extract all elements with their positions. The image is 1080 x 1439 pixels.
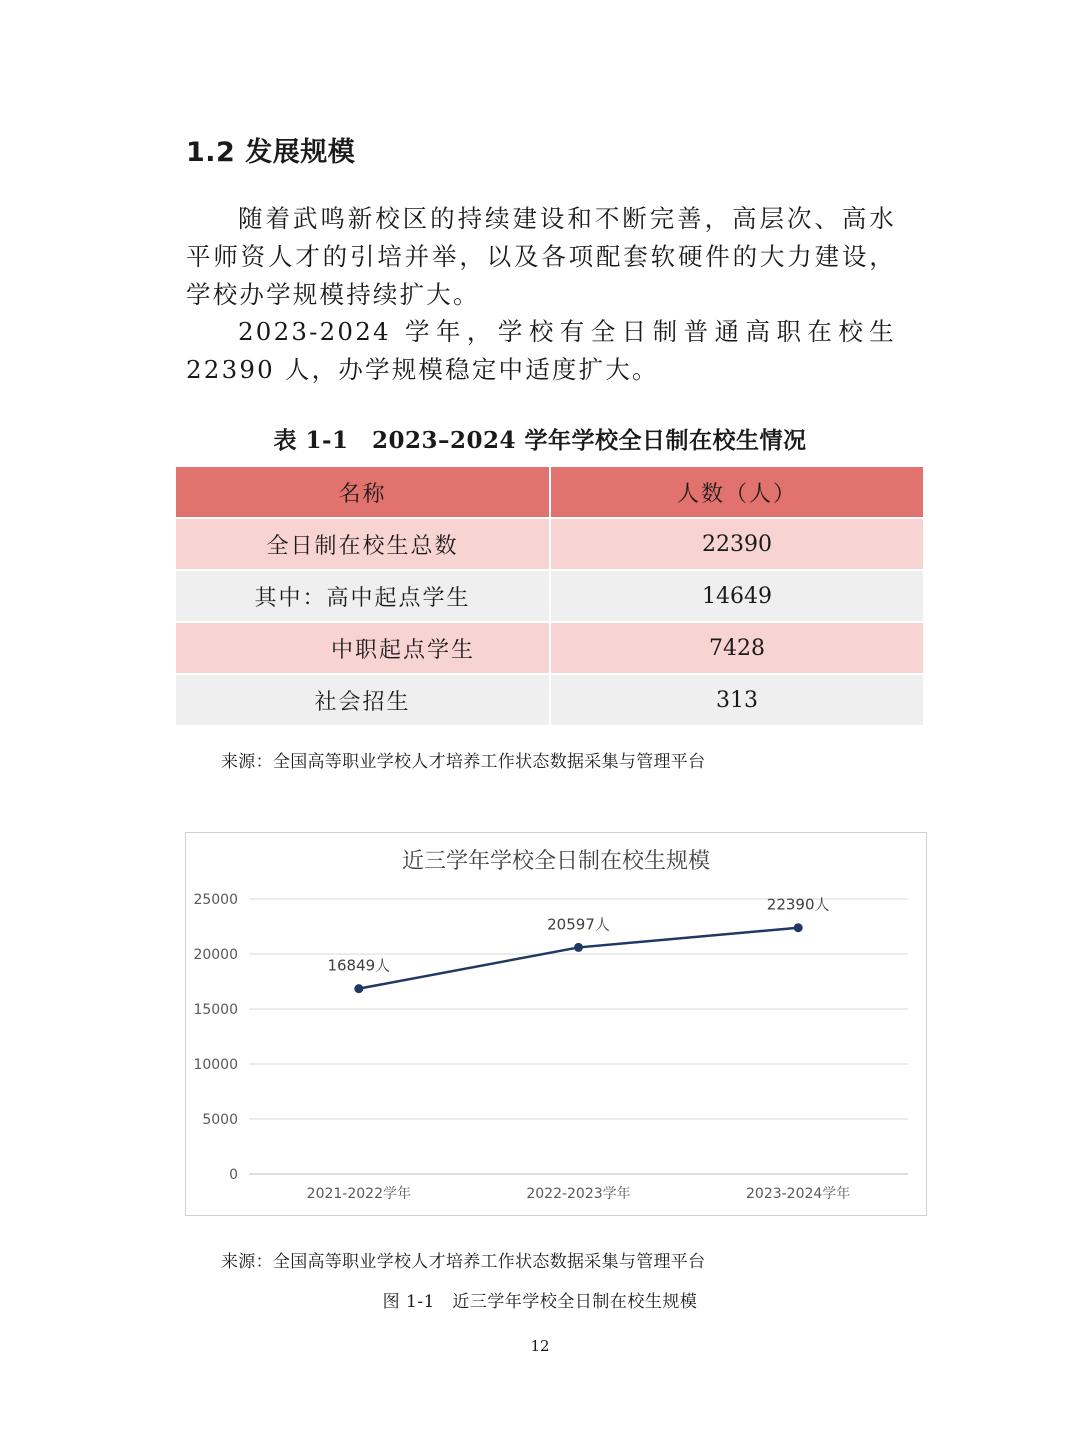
chart-container xyxy=(185,832,927,1216)
x-tick-label: 2021-2022学年 xyxy=(306,1186,411,1202)
enrollment-table xyxy=(176,467,925,727)
paragraph-2: 2023-2024 学年，学校有全日制普通高职在校生 22390 人，办学规模稳定中适度扩大。 xyxy=(186,317,896,384)
figure-caption: 图 1-1 近三学年学校全日制在校生规模 xyxy=(382,1292,698,1312)
header-count: 人数（人） xyxy=(550,467,924,518)
header-name: 名称 xyxy=(176,467,550,518)
data-label: 22390人 xyxy=(766,895,830,914)
row-value: 313 xyxy=(550,674,924,726)
paragraph-1: 随着武鸣新校区的持续建设和不断完善，高层次、高水平师资人才的引培并举，以及各项配套软硬件的大力建设，学校办学规模持续扩大。 xyxy=(186,204,896,309)
data-label: 20597人 xyxy=(547,915,610,934)
row-value: 7428 xyxy=(550,622,924,674)
section-heading: 1.2 发展规模 xyxy=(186,137,356,168)
page-number: 12 xyxy=(530,1337,550,1355)
row-name: 全日制在校生总数 xyxy=(176,518,550,570)
table-row xyxy=(176,674,924,726)
table-caption: 表 1-1 2023–2024 学年学校全日制在校生情况 xyxy=(273,427,807,454)
row-value: 14649 xyxy=(550,570,924,622)
data-point xyxy=(574,943,583,952)
y-tick-label: 25000 xyxy=(193,892,238,908)
y-tick-label: 5000 xyxy=(202,1112,238,1128)
table-row xyxy=(176,570,924,622)
row-name: 社会招生 xyxy=(176,674,550,726)
chart-title: 近三学年学校全日制在校生规模 xyxy=(401,849,711,874)
row-name: 中职起点学生 xyxy=(176,622,550,674)
data-point xyxy=(354,984,363,993)
x-tick-label: 2023-2024学年 xyxy=(746,1186,851,1202)
series-line xyxy=(359,928,798,989)
row-name: 其中：高中起点学生 xyxy=(176,570,550,622)
y-tick-label: 15000 xyxy=(193,1002,238,1018)
row-value: 22390 xyxy=(550,518,924,570)
line-chart xyxy=(186,833,926,1215)
x-tick-label: 2022-2023学年 xyxy=(526,1186,631,1202)
table-row xyxy=(176,622,924,674)
data-point xyxy=(794,923,803,932)
y-tick-label: 20000 xyxy=(193,947,238,963)
y-tick-label: 10000 xyxy=(193,1057,238,1073)
figure-source: 来源：全国高等职业学校人才培养工作状态数据采集与管理平台 xyxy=(221,1252,706,1272)
table-row xyxy=(176,518,924,570)
y-tick-label: 0 xyxy=(229,1167,238,1183)
data-label: 16849人 xyxy=(327,956,391,975)
table-source: 来源：全国高等职业学校人才培养工作状态数据采集与管理平台 xyxy=(221,752,706,772)
table-header-row xyxy=(176,467,924,518)
